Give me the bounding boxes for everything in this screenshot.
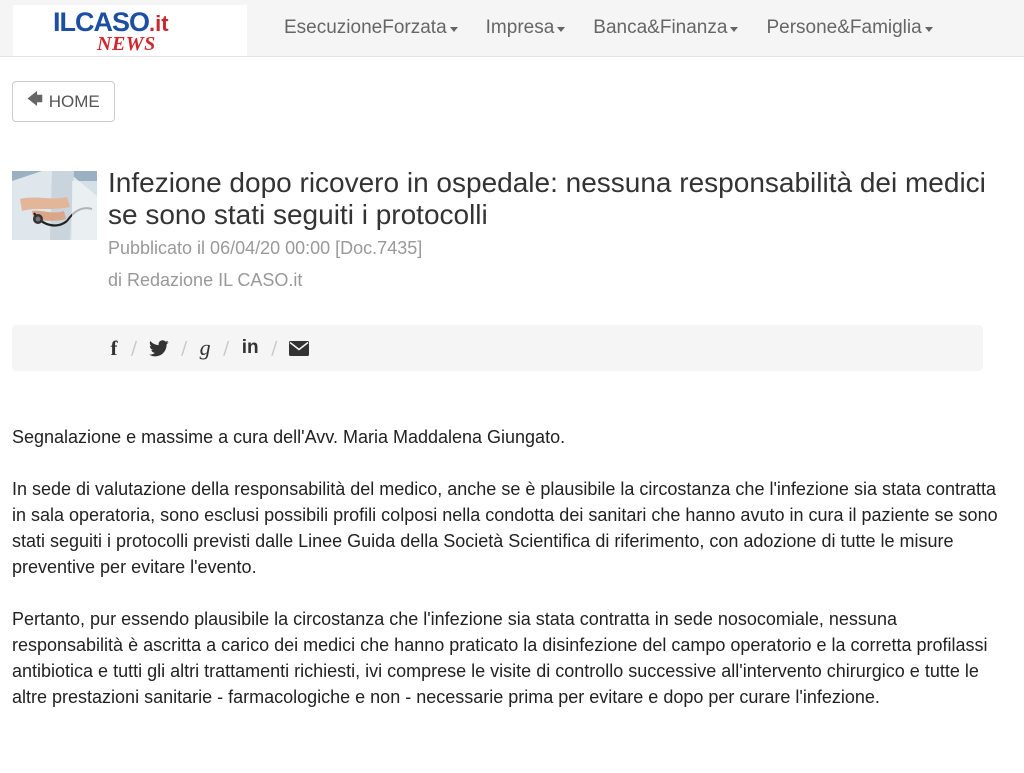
share-separator: /: [223, 337, 230, 359]
nav-item-esecuzione-forzata[interactable]: [270, 0, 472, 55]
caret-down-icon: [450, 27, 458, 32]
nav-item-label: Impresa: [485, 16, 555, 38]
article-body: [12, 424, 1012, 736]
doctor-stethoscope-image: [12, 171, 97, 240]
linkedin-icon[interactable]: in: [241, 337, 259, 358]
share-separator: /: [181, 337, 188, 359]
article-paragraph: Segnalazione e massime a cura dell'Avv. Maria Maddalena Giungato.: [12, 427, 566, 447]
article-published-date: Pubblicato il 06/04/20 00:00 [Doc.7435]: [108, 238, 423, 258]
logo-wordmark: ILCASO.it: [53, 7, 169, 37]
article-paragraph: Pertanto, pur essendo plausibile la circostanza che l'infezione sia stata contratta in sede nosocomiale, nessuna responsabilità è ascritta a carico dei medici che hanno praticato la disinfezione del campo operatorio e la corretta profilassi antibiotica e tutti gli altri trattamenti richiesti, ivi comprese le visite di controllo successive all'intervento chirurgico e tutte le altre prestazioni sanitarie - farmacologiche e non - necessarie prima per evitare e dopo per curare l'infezione.: [12, 609, 988, 707]
home-button[interactable]: [12, 81, 115, 122]
google-plus-icon[interactable]: g: [199, 335, 211, 360]
share-separator: /: [271, 337, 278, 359]
share-bar: [12, 325, 983, 371]
envelope-glyph: [289, 341, 309, 356]
main-menu: [270, 0, 947, 55]
share-icons: [109, 325, 309, 371]
home-button-label: HOME: [48, 91, 100, 111]
logo-subtitle: NEWS: [97, 33, 156, 55]
nav-item-label: Banca&Finanza: [593, 16, 728, 38]
nav-item-banca-finanza[interactable]: [579, 0, 752, 55]
nav-item-persone-famiglia[interactable]: [752, 0, 946, 55]
caret-down-icon: [730, 27, 738, 32]
nav-item-impresa[interactable]: [472, 0, 580, 55]
arrow-left-icon: 🡄: [27, 91, 43, 108]
caret-down-icon: [557, 27, 565, 32]
twitter-bird-glyph: [149, 340, 169, 357]
article-title: Infezione dopo ricovero in ospedale: nessuna responsabilità dei medici se sono stati seguiti i protocolli: [108, 167, 986, 230]
twitter-icon[interactable]: [149, 337, 169, 359]
article-thumbnail[interactable]: [12, 171, 97, 240]
nav-item-label: Persone&Famiglia: [766, 16, 922, 38]
nav-item-label: EsecuzioneForzata: [284, 16, 447, 38]
email-icon[interactable]: [289, 337, 309, 359]
top-navbar: [0, 0, 1024, 57]
article-paragraph: In sede di valutazione della responsabilità del medico, anche se è plausibile la circostanza che l'infezione sia stata contratta in sala operatoria, sono esclusi possibili profili colposi nella condotta dei sanitari che hanno avuto in cura il paziente se sono stati seguiti i protocolli previsti dalle Linee Guida della Società Scientifica di riferimento, con adozione di tutte le misure preventive per evitare l'evento.: [12, 479, 998, 577]
share-separator: /: [131, 337, 138, 359]
article-author: di Redazione IL CASO.it: [108, 270, 303, 290]
site-logo[interactable]: [13, 5, 247, 56]
facebook-icon[interactable]: f: [110, 335, 118, 360]
caret-down-icon: [925, 27, 933, 32]
